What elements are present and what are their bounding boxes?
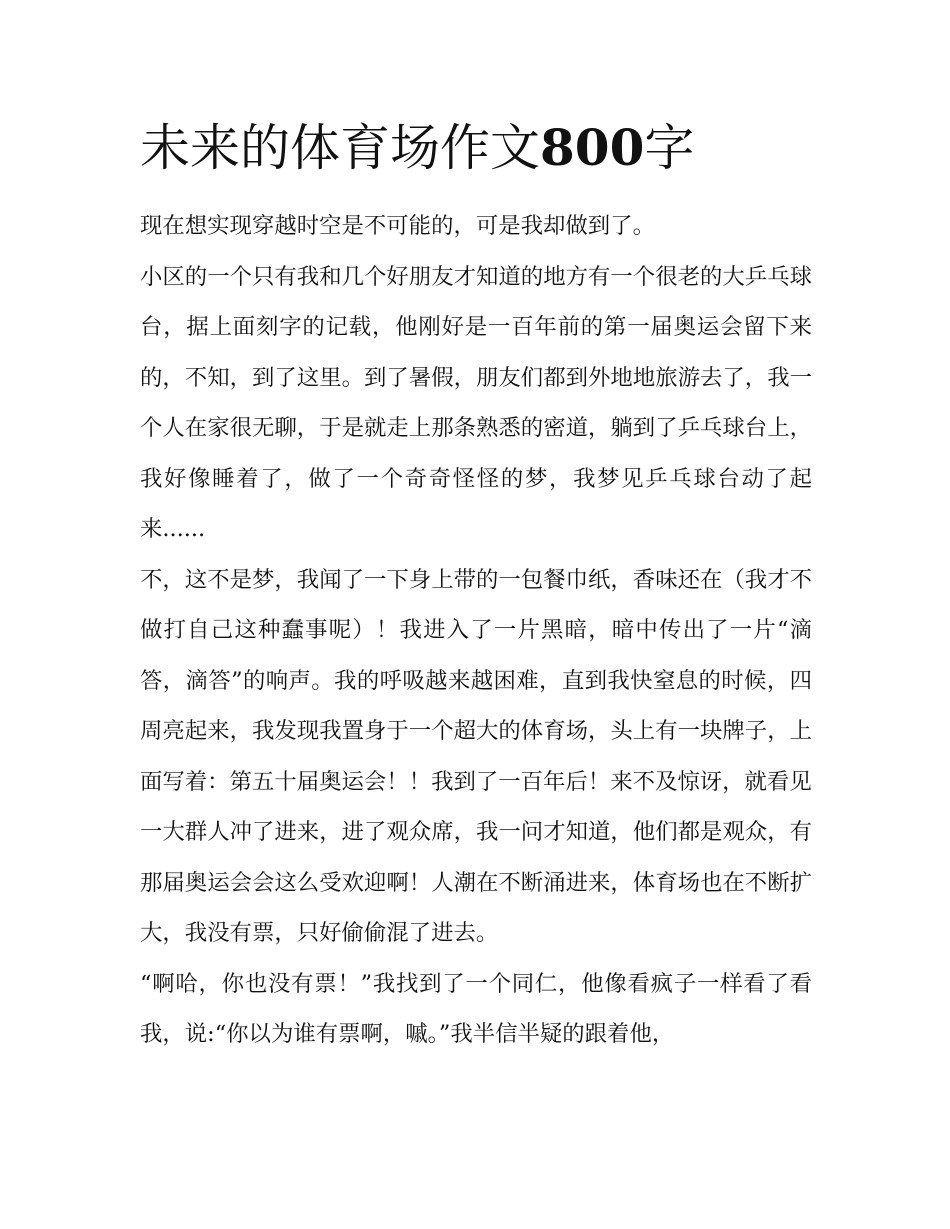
title-number: 800 [540, 118, 645, 177]
paragraph-3: 不，这不是梦，我闻了一下身上带的一包餐巾纸，香味还在（我才不做打自己这种蠢事呢）！我进入了一片黑暗，暗中传出了一片“滴答，滴答”的响声。我的呼吸越来越困难，直到我快窒息的时候，四周亮起来，我发现我置身于一个超大的体育场，头上有一块牌子，上面写着：第五十届奥运会！！我到了一百年后！来不及惊讶，就看见 [140, 566, 812, 795]
document-title [140, 116, 694, 180]
title-prefix: 未来的体育场作文 [140, 119, 540, 177]
title-suffix: 字 [644, 119, 695, 177]
paragraph-1: 现在想实现穿越时空是不可能的，可是我却做到了。 [140, 213, 655, 239]
document-body [140, 201, 812, 1060]
paragraph-4: 一大群人冲了进来，进了观众席，我一问才知道，他们都是观众，有那届奥运会会这么受欢迎啊！人潮在不断涌进来，体育场也在不断扩大，我没有票，只好偷偷混了进去。 [140, 819, 812, 946]
paragraph-2: 小区的一个只有我和几个好朋友才知道的地方有一个很老的大乒乓球台，据上面刻字的记载，他刚好是一百年前的第一届奥运会留下来的，不知，到了这里。到了暑假，朋友们都到外地地旅游去了，我一个人在家很无聊，于是就走上那条熟悉的密道，躺到了乒乓球台上，我好像睡着了，做了一个奇奇怪怪的梦，我梦见乒乓球台动了起来...... [140, 263, 812, 542]
paragraph-5: “啊哈，你也没有票！”我找到了一个同仁，他像看疯子一样看了看我，说:“你以为谁有票啊，嘁。”我半信半疑的跟着他， [140, 970, 812, 1047]
